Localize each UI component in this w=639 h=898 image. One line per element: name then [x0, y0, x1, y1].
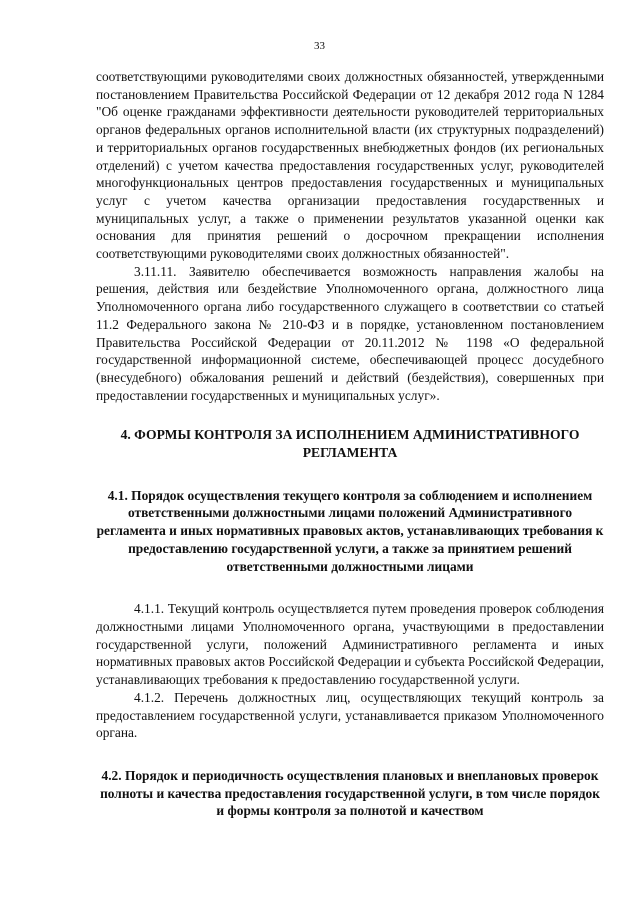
subsection-4-2-heading: 4.2. Порядок и периодичность осуществления плановых и внеплановых проверок полноты и качества предоставления государственной услуги, в том числе порядок и формы контроля за полнотой и качеством	[100, 767, 600, 819]
section-4-heading: 4. ФОРМЫ КОНТРОЛЯ ЗА ИСПОЛНЕНИЕМ АДМИНИСТРАТИВНОГО РЕГЛАМЕНТА	[120, 427, 580, 461]
document-body	[96, 68, 604, 820]
subsection-4-1-heading: 4.1. Порядок осуществления текущего контроля за соблюдением и исполнением ответственными должностными лицами положений Административного регламента и иных нормативных правовых актов, устанавливающих требования к предоставлению государственной услуги, а также за принятием решений ответственными должностными лицами	[96, 487, 604, 574]
paragraph-3-11-11: 3.11.11. Заявителю обеспечивается возможность направления жалобы на решения, действия или бездействие Уполномоченного органа, должностного лица Уполномоченного органа либо государственного служащего в соответствии со статьей 11.2 Федерального закона № 210-ФЗ и в порядке, установленном постановлением Правительства Российской Федерации от 20.11.2012 № 1198 «О федеральной государственной информационной системе, обеспечивающей процесс досудебного (внесудебного) обжалования решений и действий (бездействия), совершенных при предоставлении государственных и муниципальных услуг».	[96, 263, 604, 403]
page-number: 33	[314, 40, 325, 52]
paragraph-4-1-2: 4.1.2. Перечень должностных лиц, осуществляющих текущий контроль за предоставлением государственной услуги, устанавливается приказом Уполномоченного органа.	[96, 689, 604, 741]
paragraph-4-1-1: 4.1.1. Текущий контроль осуществляется путем проведения проверок соблюдения должностными лицами Уполномоченного органа, участвующими в предоставлении государственной услуги, положений Административного регламента и иных нормативных правовых актов Российской Федерации и субъекта Российской Федерации, устанавливающих требования к предоставлению государственной услуги.	[96, 601, 604, 688]
continued-paragraph: соответствующими руководителями своих должностных обязанностей, утвержденными постановлением Правительства Российской Федерации от 12 декабря 2012 года N 1284 "Об оценке гражданами эффективности деятельности руководителей территориальных органов федеральных органов исполнительной власти (их структурных подразделений) и территориальных органов государственных внебюджетных фондов (их региональных отделений) с учетом качества предоставления государственных услуг, руководителей многофункциональных центров предоставления государственных и муниципальных услуг с учетом качества организации предоставления государственных и муниципальных услуг, а также о применении результатов указанной оценки как основания для принятия решений о досрочном прекращении исполнения соответствующими руководителями своих должностных обязанностей".	[96, 69, 604, 262]
